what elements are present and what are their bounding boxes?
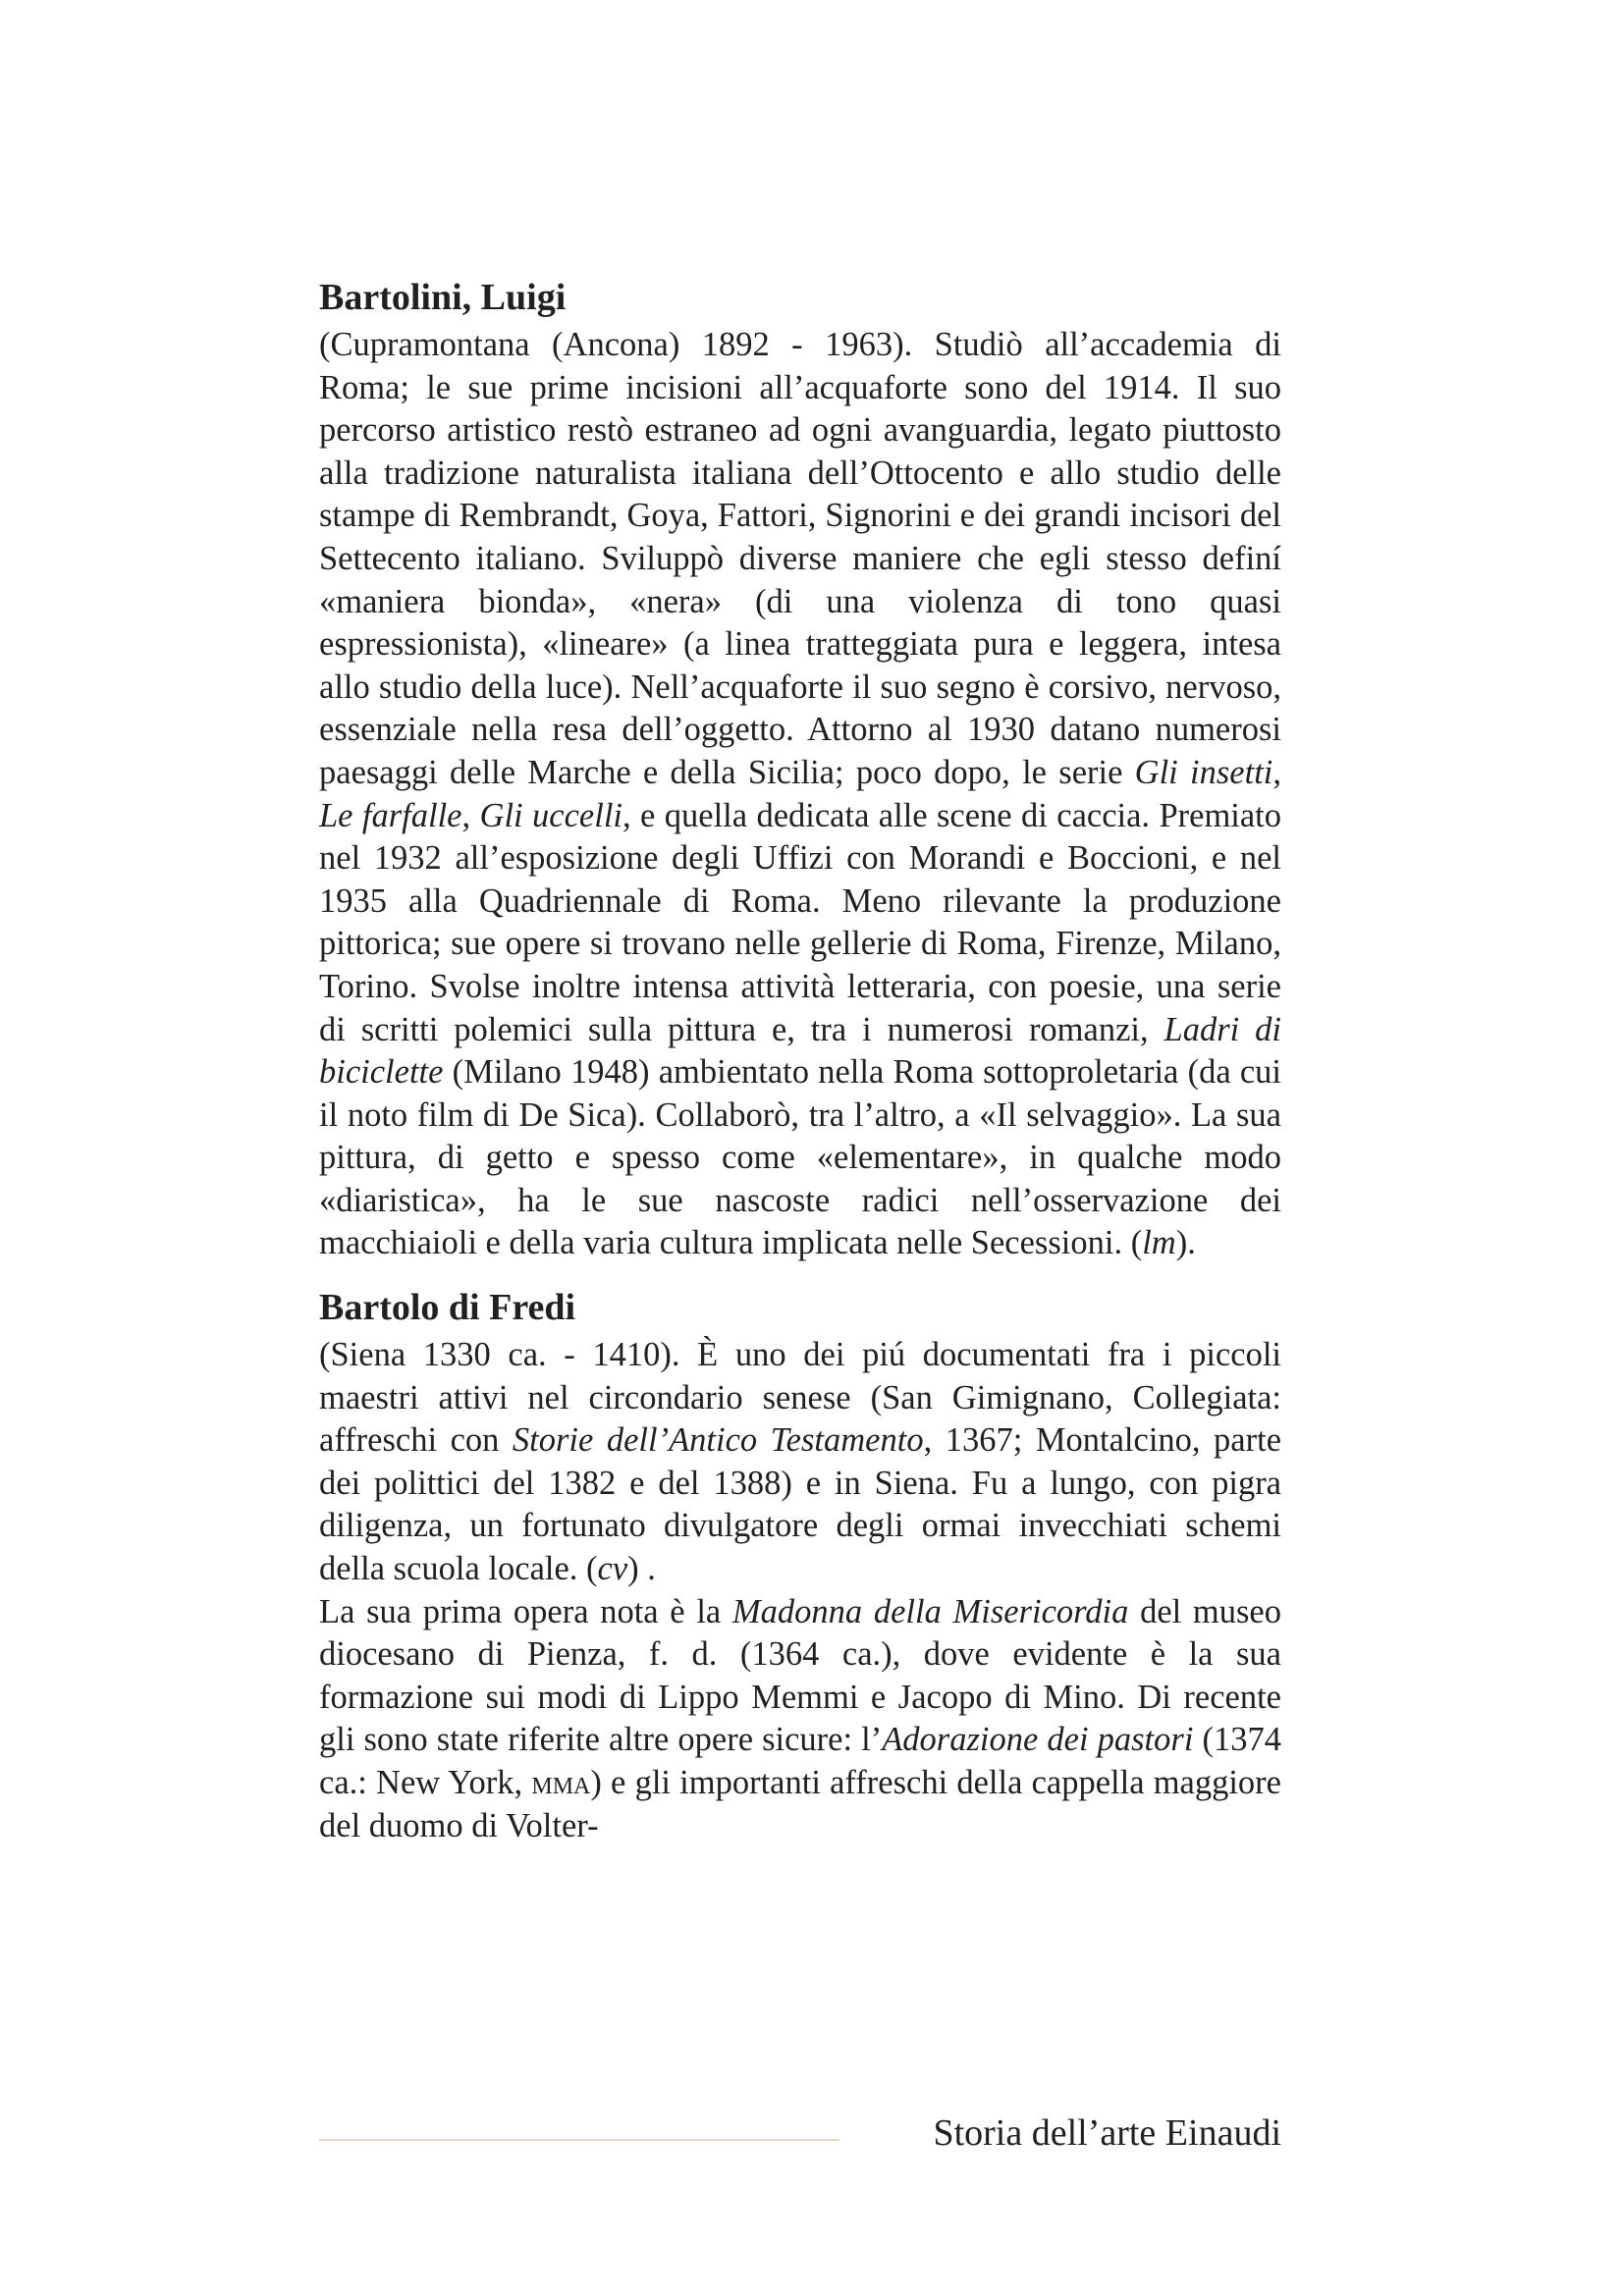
entry-title: Bartolini, Luigi: [319, 277, 567, 318]
italic-run: Gli uccelli: [479, 796, 622, 834]
footer-publisher: Storia dell’arte Einaudi: [933, 2112, 1281, 2154]
text-run: ).: [1175, 1224, 1196, 1262]
text-run: (1374 ca.: New York,: [319, 1721, 1281, 1801]
italic-run: lm: [1142, 1224, 1176, 1262]
text-run: (Cupramontana (Ancona) 1892 - 1963). Studiò all’accademia di Roma; le sue prime incisioni all’acquaforte sono del 1914. Il suo percorso artistico restò estraneo ad ogni avanguardia, legato piuttosto alla tradizione naturalista italiana dell’Ottocento e allo studio delle stampe di Rembrandt, Goya, Fattori, Signorini e dei grandi incisori del Settecento italiano. Sviluppò diverse maniere che egli stesso definí «maniera bionda», «nera» (di una violenza di tono quasi espressionista), «lineare» (a linea tratteggiata pura e leggera, intesa allo studio della luce). Nell’acquaforte il suo segno è corsivo, nervoso, essenziale nella resa dell’oggetto. Attorno al 1930 datano numerosi paesaggi delle Marche e della Sicilia; poco dopo, le serie: [319, 326, 1281, 791]
entry-bartolini: [319, 273, 1281, 1265]
entry-title: Bartolo di Fredi: [319, 1287, 576, 1329]
text-run: ,: [461, 796, 480, 834]
italic-run: Ladri di biciclette: [319, 1010, 1281, 1092]
italic-run: Le farfalle: [319, 796, 462, 834]
entry-body: [319, 1334, 1281, 1847]
text-run: ,: [1272, 753, 1281, 791]
text-run: La sua prima opera nota è la: [319, 1592, 732, 1630]
entry-paragraph: [319, 1334, 1281, 1591]
text-run: del museo diocesano di Pienza, f. d. (1364 ca.), dove evidente è la sua formazione sui modi di Lippo Memmi e Jacopo di Mino. Di recente gli sono state riferite altre opere sicure: l’: [319, 1592, 1281, 1759]
entry-bartolo-di-fredi: [319, 1283, 1281, 1847]
entry-paragraph: [319, 324, 1281, 1265]
entry-body: [319, 324, 1281, 1265]
entry-paragraph: [319, 1591, 1281, 1848]
text-run: ) .: [627, 1550, 656, 1588]
text-run: (Siena 1330 ca. - 1410). È uno dei piú documentati fra i piccoli maestri attivi nel circondario senese (San Gimignano, Collegiata: affreschi con: [319, 1336, 1281, 1460]
footer-rule: [319, 2139, 839, 2141]
page-footer: [319, 2109, 1281, 2158]
text-run: , e quella dedicata alle scene di caccia. Premiato nel 1932 all’esposizione degli Uffizi con Morandi e Boccioni, e nel 1935 alla Quadriennale di Roma. Meno rilevante la produzione pittorica; sue opere si trovano nelle gellerie di Roma, Firenze, Milano, Torino. Svolse inoltre intensa attività letteraria, con poesie, una serie di scritti polemici sulla pittura e, tra i numerosi romanzi,: [319, 796, 1282, 1048]
text-run: ) e gli importanti affreschi della cappella maggiore del duomo di Volter-: [319, 1764, 1281, 1844]
italic-run: cv: [597, 1550, 628, 1588]
italic-run: Gli insetti: [1134, 753, 1273, 791]
text-run: , 1367; Montalcino, parte dei polittici del 1382 e del 1388) e in Siena. Fu a lungo, con pigra diligenza, un fortunato divulgatore degli ormai invecchiati schemi della scuola locale. (: [319, 1421, 1282, 1588]
small-caps-run: mma: [531, 1764, 591, 1801]
document-page: [319, 273, 1281, 1847]
text-run: (Milano 1948) ambientato nella Roma sottoproletaria (da cui il noto film di De Sica). Collaborò, tra l’altro, a «Il selvaggio». La sua pittura, di getto e spesso come «elementare», in qualche modo «diaristica», ha le sue nascoste radici nell’osservazione dei macchiaioli e della varia cultura implicata nelle Secessioni. (: [319, 1053, 1281, 1262]
italic-run: Storie dell’Antico Testamento: [512, 1421, 924, 1460]
italic-run: Madonna della Misericordia: [731, 1592, 1129, 1630]
italic-run: Adorazione dei pastori: [882, 1721, 1194, 1759]
